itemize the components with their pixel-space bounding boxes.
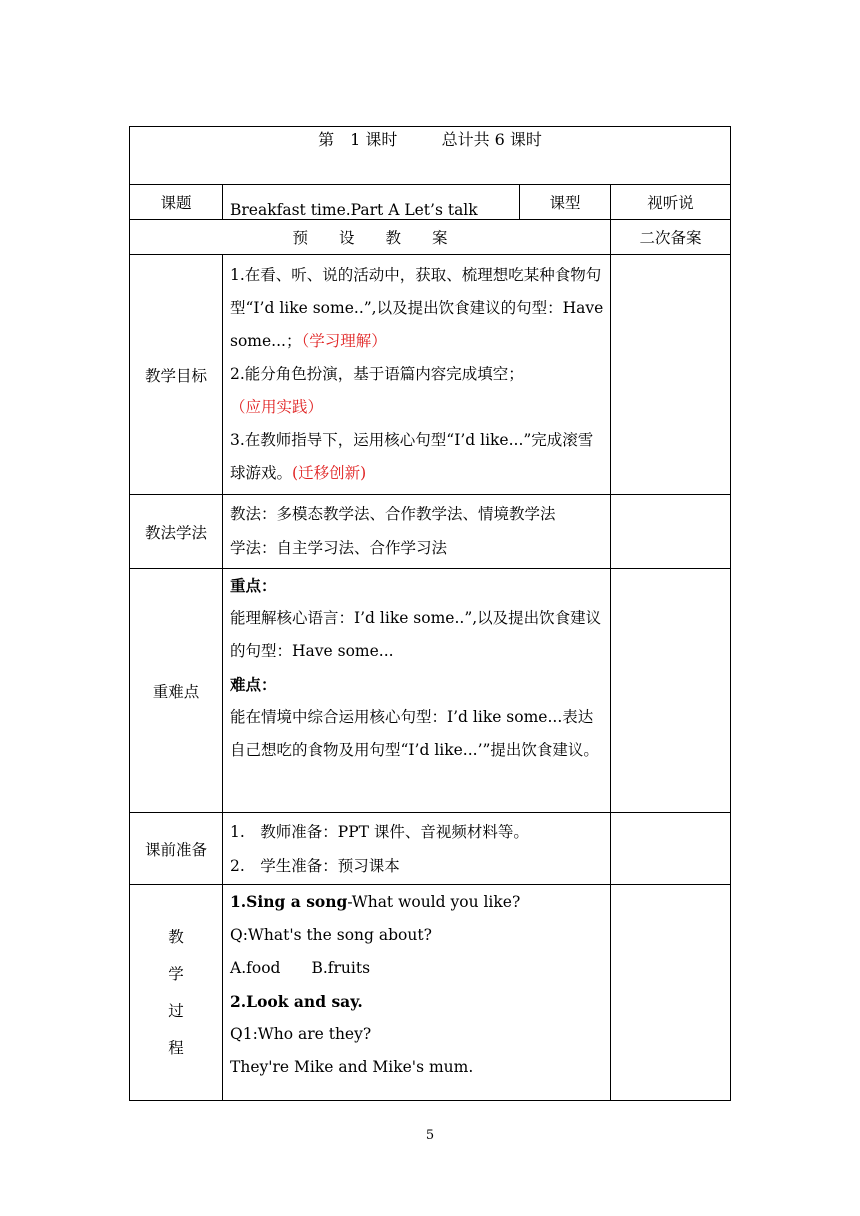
key-title: 重点： xyxy=(230,576,277,595)
lesson-plan-table xyxy=(129,126,731,1101)
process-label-char: 学 xyxy=(168,964,184,983)
objective-2-tag: （应用实践） xyxy=(230,398,324,416)
type-label: 课型 xyxy=(520,185,611,220)
difficulty-text: 能在情境中综合运用核心句型：I’d like some...表达自己想吃的食物及用句型“I’d like...’”提出饮食建议。 xyxy=(230,708,599,759)
step-1-title: 1.Sing a song xyxy=(230,892,348,911)
process-label-char: 教 xyxy=(168,927,184,946)
methods-label: 教法学法 xyxy=(130,495,223,569)
lesson-header-cell xyxy=(130,127,731,185)
prep-notes xyxy=(611,813,731,885)
step-1-rest: -What would you like? xyxy=(347,893,521,911)
lesson-header-row xyxy=(130,127,731,185)
key-text: 能理解核心语言：I’d like some..”,以及提出饮食建议的句型：Have some... xyxy=(230,609,602,660)
process-label xyxy=(130,885,223,1101)
type-value: 视听说 xyxy=(611,185,731,220)
question-1: Q:What's the song about? xyxy=(230,926,432,944)
key-points-row xyxy=(130,569,731,813)
plan-header-left: 预 设 教 案 xyxy=(130,220,611,255)
topic-value: Breakfast time.Part A Let’s talk xyxy=(223,185,520,220)
objective-1: 1.在看、听、说的活动中，获取、梳理想吃某种食物句型“I’d like some..”,以及提出饮食建议的句型：Have some...；（学习理解） xyxy=(230,266,604,350)
answer-2: They're Mike and Mike's mum. xyxy=(230,1058,474,1076)
objectives-notes xyxy=(611,255,731,495)
objective-3: 3.在教师指导下，运用核心句型“I’d like...”完成滚雪球游戏。(迁移创新) xyxy=(230,431,594,482)
key-points-notes xyxy=(611,569,731,813)
topic-label: 课题 xyxy=(130,185,223,220)
step-1 xyxy=(230,885,604,919)
process-label-char: 程 xyxy=(168,1038,184,1057)
question-2: Q1:Who are they? xyxy=(230,1025,372,1043)
methods-content xyxy=(223,495,611,569)
teaching-methods: 教法：多模态教学法、合作教学法、情境教学法 xyxy=(230,505,556,523)
prep-row xyxy=(130,813,731,885)
objective-2: 2.能分角色扮演，基于语篇内容完成填空；（应用实践） xyxy=(230,365,524,416)
objectives-row xyxy=(130,255,731,495)
key-points-label: 重难点 xyxy=(130,569,223,813)
process-notes xyxy=(611,885,731,1101)
objective-1-tag: （学习理解） xyxy=(301,332,387,350)
objective-3-tag: (迁移创新) xyxy=(292,464,367,482)
process-label-char: 过 xyxy=(168,1001,184,1020)
step-2-title: 2.Look and say. xyxy=(230,992,363,1011)
methods-notes xyxy=(611,495,731,569)
prep-content xyxy=(223,813,611,885)
objectives-content xyxy=(223,255,611,495)
lesson-number: 第 1 课时 xyxy=(318,130,398,149)
page-number: 5 xyxy=(425,1128,435,1143)
prep-label: 课前准备 xyxy=(130,813,223,885)
key-points-content xyxy=(223,569,611,813)
prep-item-2: 2. 学生准备：预习课本 xyxy=(230,857,400,875)
learning-methods: 学法：自主学习法、合作学习法 xyxy=(230,539,448,557)
methods-row xyxy=(130,495,731,569)
plan-header-right: 二次备案 xyxy=(611,220,731,255)
prep-item-1: 1. 教师准备：PPT 课件、音视频材料等。 xyxy=(230,823,529,841)
answer-options: A.food B.fruits xyxy=(230,959,371,977)
difficulty-title: 难点： xyxy=(230,675,277,694)
process-content xyxy=(223,885,611,1101)
objectives-label: 教学目标 xyxy=(130,255,223,495)
lesson-total: 总计共 6 课时 xyxy=(441,130,542,149)
topic-row xyxy=(130,185,731,220)
process-row xyxy=(130,885,731,1101)
plan-header-row xyxy=(130,220,731,255)
